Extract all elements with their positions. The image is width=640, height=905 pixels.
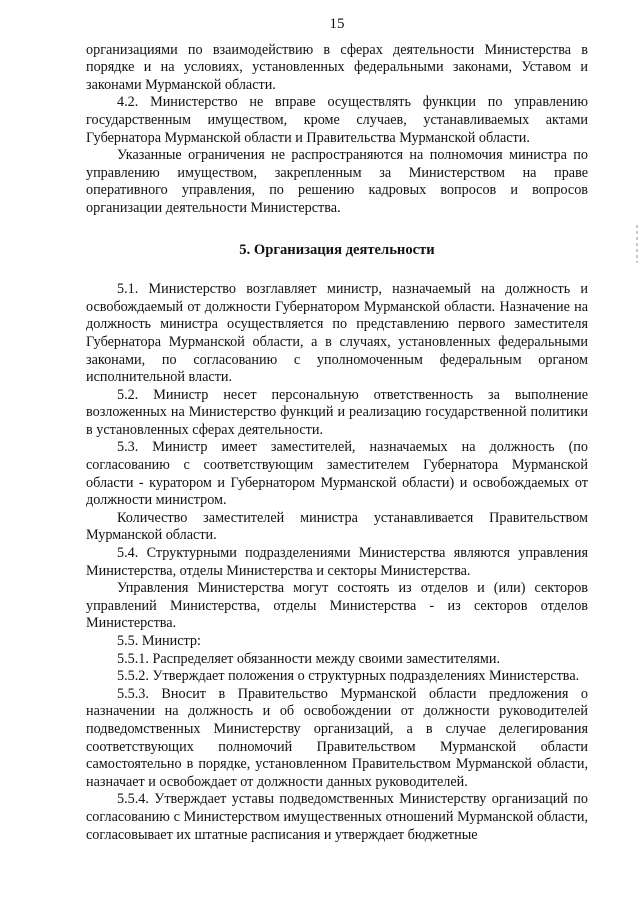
paragraph: организациями по взаимодействию в сферах деятельности Министерства в порядке и на условиях, установленных федеральными законами, Уставом и законами Мурманской области. xyxy=(86,41,588,93)
section-4-continuation xyxy=(86,42,588,218)
section-5-body xyxy=(86,281,588,844)
page-number: 15 xyxy=(329,16,345,32)
paragraph: 5.3. Министр имеет заместителей, назначаемых на должность (по согласованию с соответствующим заместителем Губернатора Мурманской области - куратором и Губернатором Мурманской области) и освобождаемых от должности министром. xyxy=(86,439,588,509)
paragraph: 5.5.2. Утверждает положения о структурных подразделениях Министерства. xyxy=(117,668,580,685)
document-page xyxy=(86,16,588,844)
scan-edge-mark xyxy=(636,225,638,263)
paragraph: Указанные ограничения не распространяются на полномочия министра по управлению имуществом, закрепленным за Министерством на праве оперативного управления, по решению кадровых вопросов и вопросов организации деятельности Министерства. xyxy=(86,147,588,216)
paragraph: Количество заместителей министра устанавливается Правительством Мурманской области. xyxy=(86,509,588,544)
paragraph: 5.2. Министр несет персональную ответственность за выполнение возложенных на Министерство функций и реализацию государственной политики в установленных сферах деятельности. xyxy=(86,386,588,438)
paragraph: 5.5.3. Вносит в Правительство Мурманской области предложения о назначении на должность и об освобождении от должности руководителей подведомственных Министерству организаций, а в случае делегирования соответствующих полномочий Правительством Мурманской области самостоятельно в порядке, установленном Правительством Мурманской области, назначает и освобождает от должности данных руководителей. xyxy=(86,685,588,790)
paragraph: 5.5. Министр: xyxy=(117,633,201,649)
paragraph: Управления Министерства могут состоять из отделов и (или) секторов управлений Министерства, отделы Министерства - из секторов отделов Министерства. xyxy=(86,580,588,632)
section-heading: 5. Организация деятельности xyxy=(239,241,435,258)
paragraph: 4.2. Министерство не вправе осуществлять функции по управлению государственным имуществом, кроме случаев, устанавливаемых актами Губернатора Мурманской области и Правительства Мурманской области. xyxy=(86,94,588,146)
paragraph: 5.5.1. Распределяет обязанности между своими заместителями. xyxy=(117,650,501,667)
paragraph: 5.1. Министерство возглавляет министр, назначаемый на должность и освобождаемый от должности Губернатором Мурманской области. Назначение на должность министра осуществляется по представлению первого заместителя Губернатора Мурманской области, а в случаях, установленных федеральными законами, по согласованию с уполномоченным федеральным органом исполнительной власти. xyxy=(86,281,588,386)
paragraph: 5.4. Структурными подразделениями Министерства являются управления Министерства, отделы Министерства и секторы Министерства. xyxy=(86,545,588,579)
paragraph: 5.5.4. Утверждает уставы подведомственных Министерству организаций по согласованию с Министерством имущественных отношений Мурманской области, согласовывает их штатные расписания и утверждает бюджетные xyxy=(86,791,588,843)
